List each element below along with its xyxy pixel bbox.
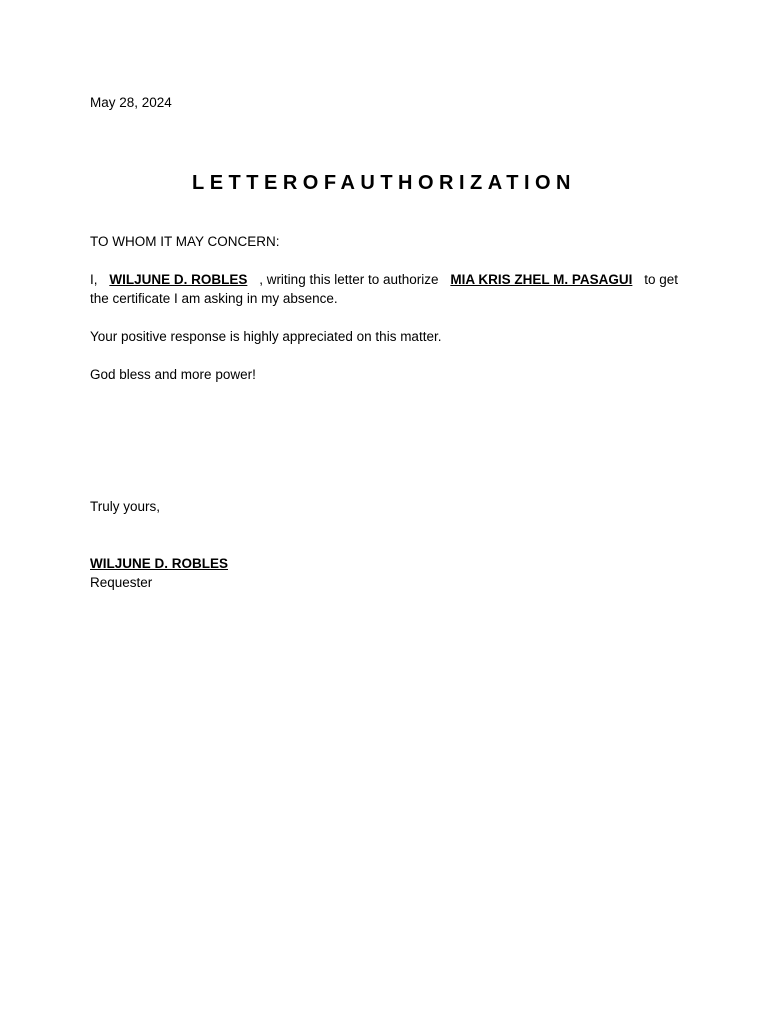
to-get-text: to get bbox=[644, 272, 678, 287]
authorization-paragraph bbox=[90, 270, 678, 308]
response-paragraph: Your positive response is highly appreciated on this matter. bbox=[90, 329, 442, 344]
requester-name: WILJUNE D. ROBLES bbox=[109, 272, 248, 287]
letter-date: May 28, 2024 bbox=[90, 95, 172, 110]
intro-text: I, bbox=[90, 272, 98, 287]
signer-name: WILJUNE D. ROBLES bbox=[90, 556, 229, 571]
closing: Truly yours, bbox=[90, 499, 161, 514]
letter-title: LETTEROFAUTHORIZATION bbox=[192, 172, 576, 194]
authorized-person-name: MIA KRIS ZHEL M. PASAGUI bbox=[450, 272, 633, 287]
signer-role: Requester bbox=[90, 575, 153, 590]
authorization-line-2: the certificate I am asking in my absence. bbox=[90, 291, 338, 306]
salutation: TO WHOM IT MAY CONCERN: bbox=[90, 234, 280, 249]
authorization-line-1 bbox=[90, 270, 678, 289]
writing-text: , writing this letter to authorize bbox=[259, 272, 439, 287]
blessing-paragraph: God bless and more power! bbox=[90, 367, 256, 382]
